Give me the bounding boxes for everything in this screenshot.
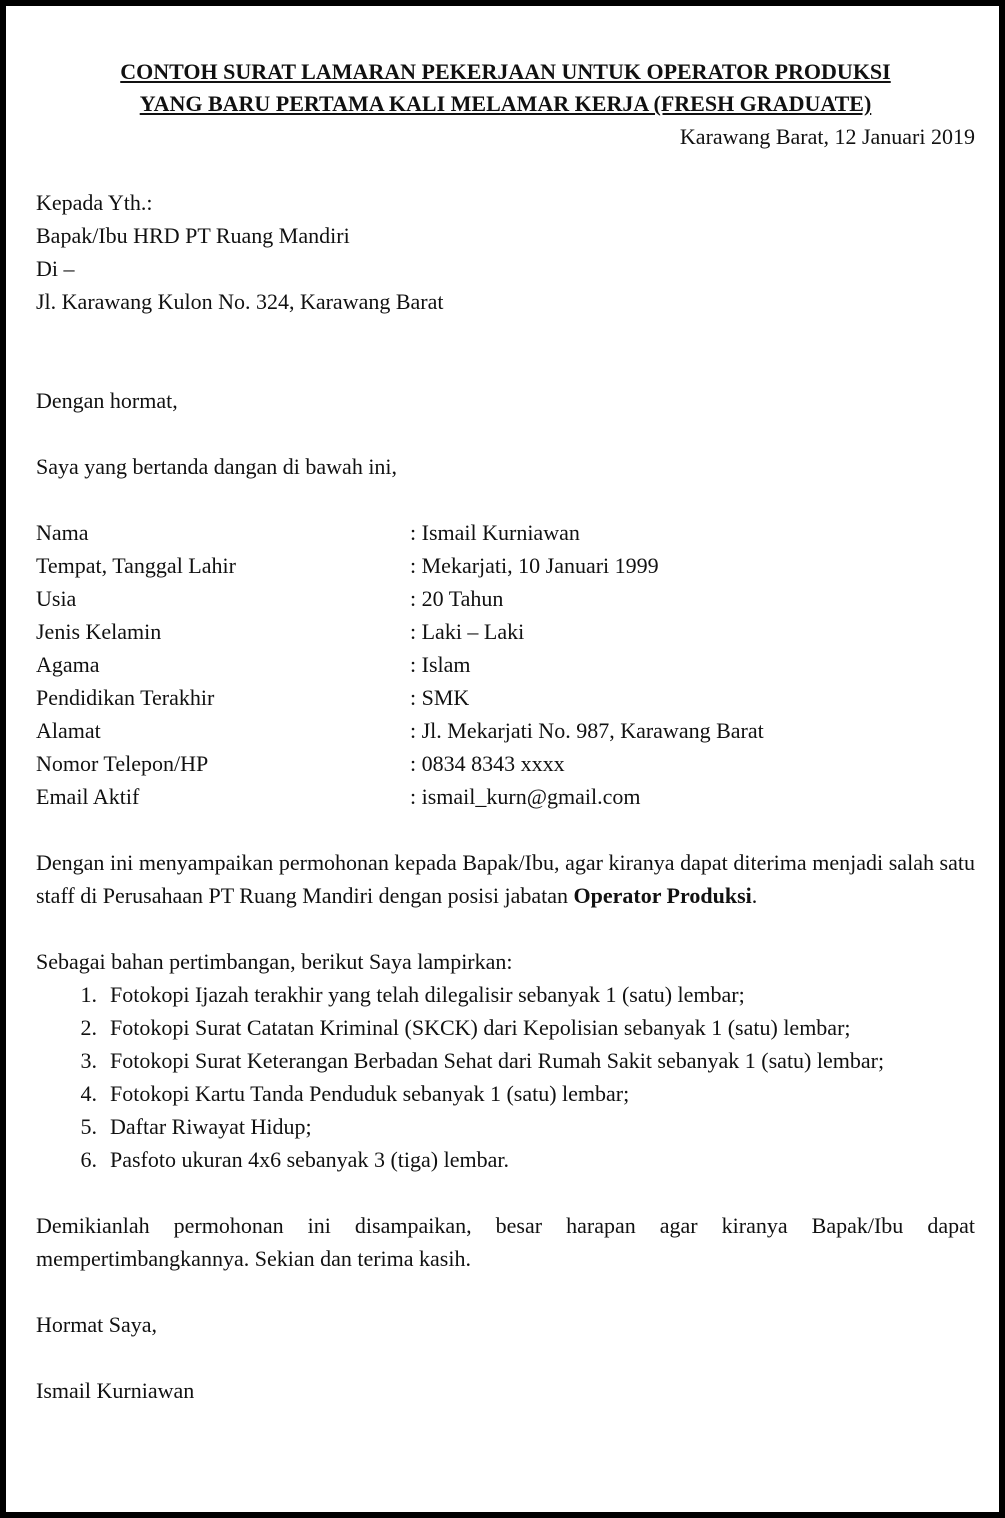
- info-label: Jenis Kelamin: [36, 619, 162, 644]
- info-row: [36, 516, 975, 549]
- info-label: Alamat: [36, 718, 101, 743]
- info-label: Nomor Telepon/HP: [36, 751, 209, 776]
- letter-date: Karawang Barat, 12 Januari 2019: [679, 124, 975, 149]
- info-label: Tempat, Tanggal Lahir: [36, 553, 236, 578]
- signature-name: Ismail Kurniawan: [36, 1378, 195, 1403]
- info-row: [36, 681, 975, 714]
- info-label: Pendidikan Terakhir: [36, 685, 215, 710]
- recipient-line-1: Kepada Yth.:: [36, 190, 153, 215]
- info-label: Email Aktif: [36, 784, 140, 809]
- request-paragraph: [36, 846, 975, 912]
- list-item: [36, 978, 975, 1011]
- recipient-line-3: Di –: [36, 256, 75, 281]
- position-title: Operator Produksi: [573, 883, 752, 908]
- list-item-number: 2.: [80, 1015, 97, 1040]
- list-item-text: Pasfoto ukuran 4x6 sebanyak 3 (tiga) lembar.: [110, 1147, 509, 1172]
- list-item-number: 3.: [80, 1048, 97, 1073]
- info-label: Usia: [36, 586, 77, 611]
- list-item-number: 6.: [80, 1147, 97, 1172]
- list-item-text: Daftar Riwayat Hidup;: [110, 1114, 312, 1139]
- list-item-text: Fotokopi Surat Keterangan Berbadan Sehat dari Rumah Sakit sebanyak 1 (satu) lembar;: [110, 1048, 885, 1073]
- title-line-2: YANG BARU PERTAMA KALI MELAMAR KERJA (FRESH GRADUATE): [139, 91, 872, 116]
- recipient-line-2: Bapak/Ibu HRD PT Ruang Mandiri: [36, 223, 350, 248]
- info-row: [36, 615, 975, 648]
- info-label: Nama: [36, 520, 89, 545]
- list-item: [36, 1044, 975, 1077]
- info-value: : Jl. Mekarjati No. 987, Karawang Barat: [410, 718, 764, 743]
- letter-title: [36, 56, 975, 120]
- request-text: Dengan ini menyampaikan permohonan kepada Bapak/Ibu, agar kiranya dapat diterima menjadi salah satu staff di Perusahaan PT Ruang Mandiri dengan posisi jabatan: [36, 850, 975, 908]
- list-item: [36, 1143, 975, 1176]
- list-item-text: Fotokopi Surat Catatan Kriminal (SKCK) dari Kepolisian sebanyak 1 (satu) lembar;: [110, 1015, 851, 1040]
- info-row: [36, 549, 975, 582]
- list-item-number: 1.: [80, 982, 97, 1007]
- intro-text: Saya yang bertanda dangan di bawah ini,: [36, 454, 398, 479]
- attachments-list: [36, 978, 975, 1176]
- list-item: [36, 1110, 975, 1143]
- info-row: [36, 747, 975, 780]
- list-item-text: Fotokopi Kartu Tanda Penduduk sebanyak 1 (satu) lembar;: [110, 1081, 630, 1106]
- list-item: [36, 1077, 975, 1110]
- greeting: Dengan hormat,: [36, 388, 178, 413]
- attachments-intro: Sebagai bahan pertimbangan, berikut Saya lampirkan:: [36, 949, 513, 974]
- info-label: Agama: [36, 652, 100, 677]
- applicant-info-table: [36, 516, 975, 813]
- regards: Hormat Saya,: [36, 1312, 157, 1337]
- info-value: : 0834 8343 xxxx: [410, 751, 565, 776]
- info-value: : ismail_kurn@gmail.com: [410, 784, 641, 809]
- info-row: [36, 780, 975, 813]
- info-value: : Ismail Kurniawan: [410, 520, 580, 545]
- info-value: : Mekarjati, 10 Januari 1999: [410, 553, 659, 578]
- list-item-number: 5.: [80, 1114, 97, 1139]
- closing-paragraph: Demikianlah permohonan ini disampaikan, besar harapan agar kiranya Bapak/Ibu dapat mempertimbangkannya. Sekian dan terima kasih.: [36, 1213, 975, 1271]
- recipient-line-4: Jl. Karawang Kulon No. 324, Karawang Barat: [36, 289, 444, 314]
- info-value: : SMK: [410, 685, 470, 710]
- info-value: : Islam: [410, 652, 471, 677]
- list-item-number: 4.: [80, 1081, 97, 1106]
- info-value: : 20 Tahun: [410, 586, 504, 611]
- request-end: .: [751, 883, 758, 908]
- list-item-text: Fotokopi Ijazah terakhir yang telah dilegalisir sebanyak 1 (satu) lembar;: [110, 982, 745, 1007]
- list-item: [36, 1011, 975, 1044]
- letter-content: [36, 56, 975, 1407]
- info-row: [36, 582, 975, 615]
- info-value: : Laki – Laki: [410, 619, 525, 644]
- info-row: [36, 648, 975, 681]
- recipient-block: [36, 186, 975, 318]
- info-row: [36, 714, 975, 747]
- title-line-1: CONTOH SURAT LAMARAN PEKERJAAN UNTUK OPERATOR PRODUKSI: [120, 59, 891, 84]
